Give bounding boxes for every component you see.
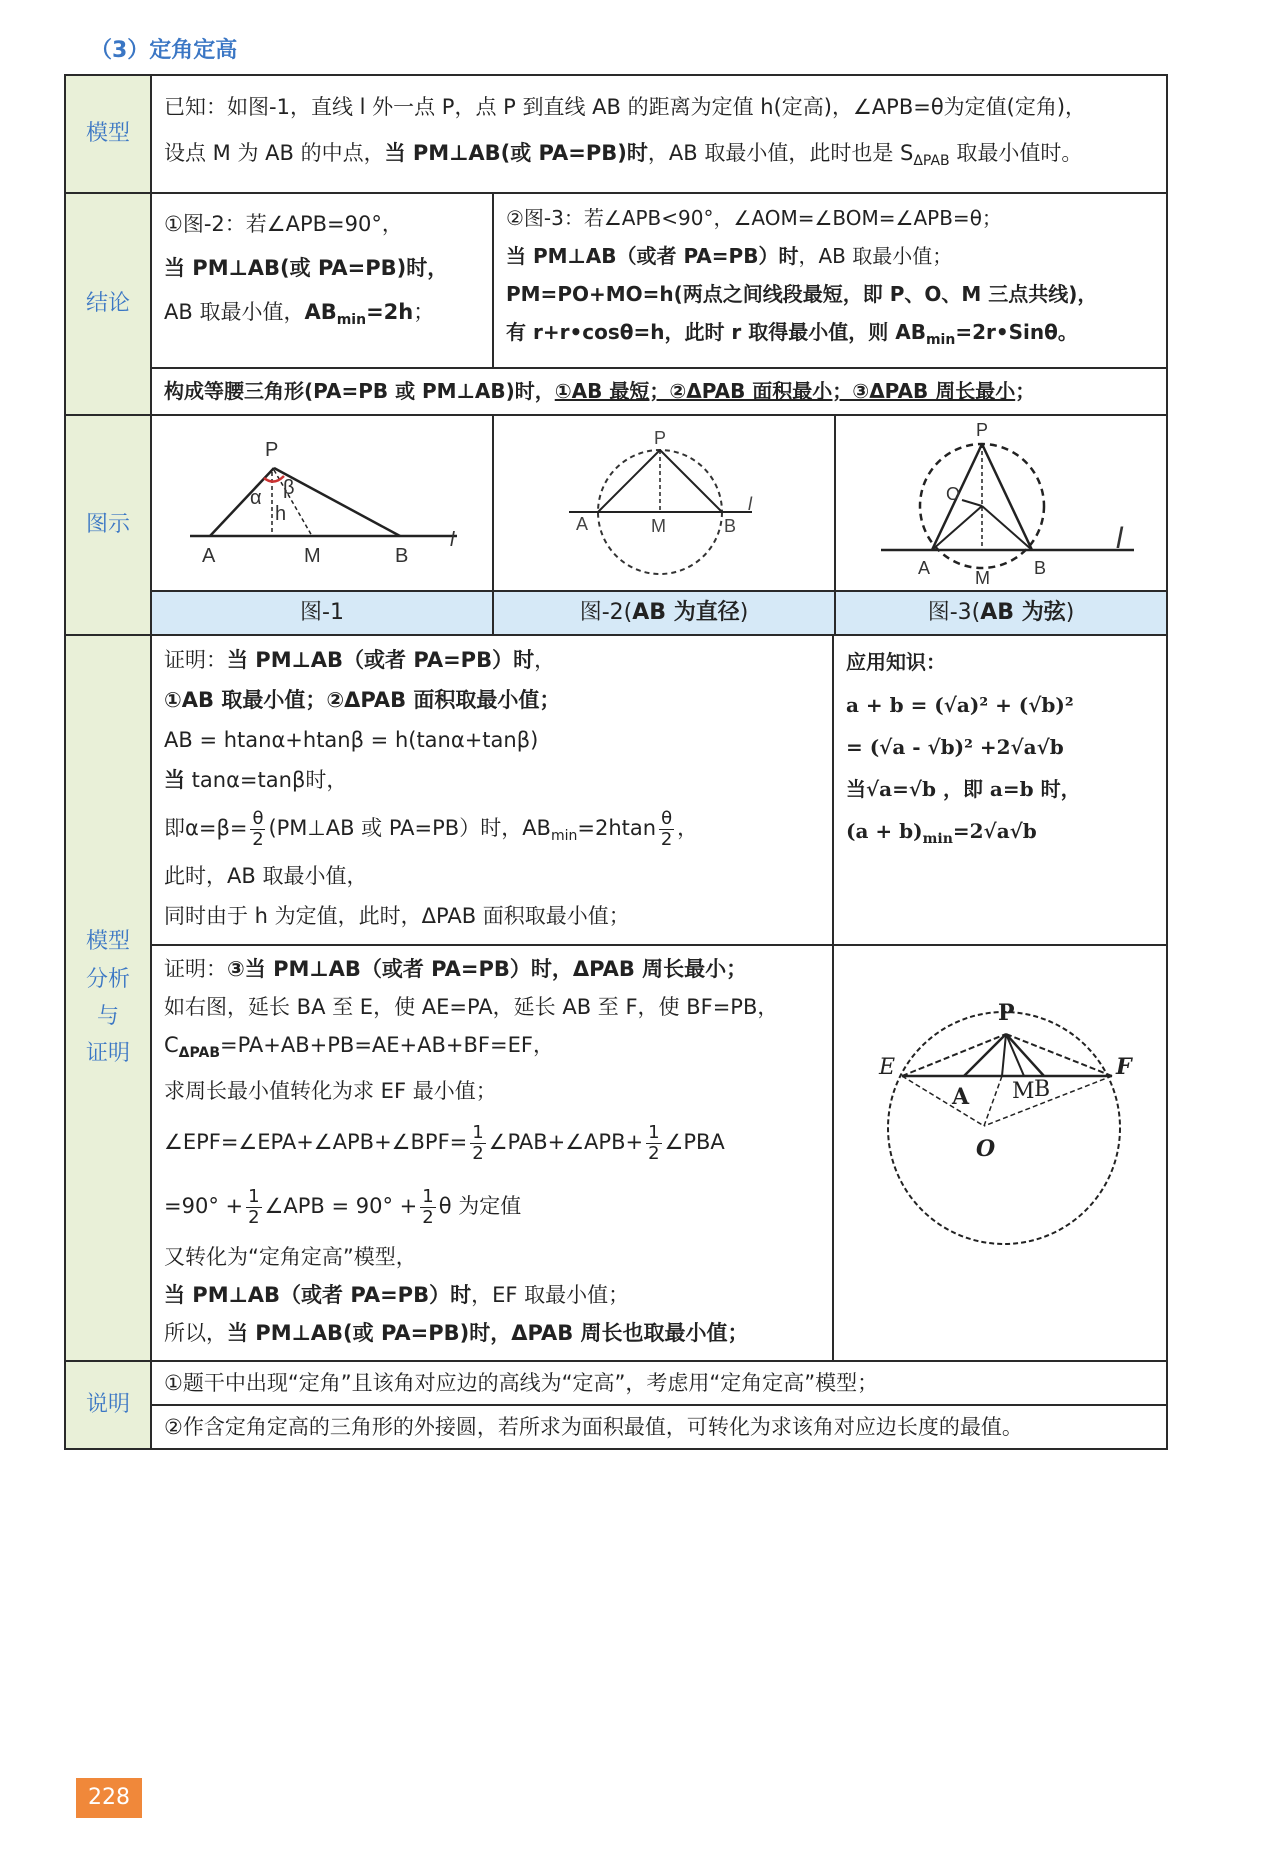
label-analysis-1: 模型 [85, 929, 130, 955]
proof-line-3: AB = htanα+htanβ = h(tanα+tanβ) [164, 728, 539, 752]
proof-line-4: 当 tanα=tanβ时， [164, 768, 348, 792]
fig3-label-O: O [946, 484, 961, 504]
knowledge-line-1: a + b = (√a)² + (√b)² [846, 693, 1074, 717]
perimeter-proof [152, 946, 832, 1360]
fig3-label-M: M [975, 568, 990, 588]
figure-grid [152, 416, 1166, 634]
knowledge-line-4: $(a + b)_{min}=2√a√b$ [846, 819, 1037, 847]
fig2-label-P: P [654, 428, 667, 448]
perimeter-figure [834, 946, 1174, 1346]
perimeter-line-4: 求周长最小值转化为求 EF 最小值； [164, 1079, 497, 1103]
analysis-grid [152, 636, 1166, 1360]
fig1-label-P: P [265, 439, 279, 461]
conclusion-case-2 [494, 194, 1166, 367]
model-line-1: 已知：如图-1，直线 l 外一点 P，点 P 到直线 AB 的距离为定值 h(定高)，∠APB=θ为定值(定角)， [164, 95, 1087, 119]
perim-label-M: M [1012, 1079, 1035, 1104]
note-2: ②作含定角定高的三角形的外接圆，若所求为面积最值，可转化为求该角对应边长度的最值。 [164, 1415, 1023, 1439]
page-number: 228 [76, 1778, 142, 1818]
label-figure: 图示 [65, 415, 151, 635]
conclusion-case-1-line-3: AB 取最小值，$AB_{min}=2h$； [164, 300, 435, 328]
figure-3-diagram [836, 416, 1176, 590]
notes-grid [152, 1362, 1166, 1448]
fig1-label-alpha: α [250, 487, 262, 509]
proof-line-7: 同时由于 h 为定值，此时，ΔPAB 面积取最小值； [164, 904, 630, 928]
perim-label-P: P [998, 1000, 1015, 1026]
model-table [64, 74, 1168, 1450]
conclusion-summary: 构成等腰三角形(PA=PB 或 PM⊥AB)时，①AB 最短；②ΔPAB 面积最小；③ΔPAB 周长最小； [164, 379, 1036, 403]
conclusion-case-1-line-1: ①图-2：若∠APB=90°， [164, 212, 403, 236]
proof-line-1: 证明：当 PM⊥AB（或者 PA=PB）时， [164, 648, 556, 672]
label-analysis-4: 证明 [85, 1041, 130, 1067]
proof-area [152, 636, 832, 944]
fig3-label-P: P [976, 420, 989, 440]
model-line-2: 设点 M 为 AB 的中点，当 PM⊥AB(或 PA=PB)时，AB 取最小值，此时也是 $S_{\Delta PAB}$ 取最小值时。 [164, 141, 1083, 169]
fig3-label-l: l [1116, 522, 1123, 555]
figure-2-cell [493, 416, 835, 591]
conclusion-case-2-line-1: ②图-3：若∠APB<90°，∠AOM=∠BOM=∠APB=θ； [506, 206, 1002, 230]
fig1-label-h: h [275, 503, 287, 525]
proof-line-2: ①AB 取最小值；②ΔPAB 面积取最小值； [164, 688, 561, 712]
applied-knowledge [834, 636, 1166, 868]
figure-3-caption: 图-3(AB 为弦) [835, 591, 1166, 634]
perimeter-figure-cell [833, 945, 1166, 1360]
label-note: 说明 [65, 1361, 151, 1449]
proof-line-5: 即α=β= $\frac{\theta}{2}$ (PM⊥AB 或 PA=PB）时，$AB_{min}=2htan$ $\frac{\theta}{2}$ ， [164, 807, 699, 850]
conclusion-case-1-line-2: 当 PM⊥AB(或 PA=PB)时， [164, 256, 449, 280]
perimeter-line-3: $C_{\Delta PAB}=PA+AB+PB=AE+AB+BF=EF$， [164, 1033, 554, 1061]
knowledge-line-2: = (√a - √b)² +2√a√b [846, 735, 1064, 759]
conclusion-case-2-line-2: 当 PM⊥AB（或者 PA=PB）时，AB 取最小值； [506, 244, 953, 268]
knowledge-line-3: 当√a=√b ，即 a=b 时， [846, 777, 1081, 801]
fig1-label-M: M [304, 545, 321, 567]
fig2-label-B: B [724, 516, 737, 536]
perim-label-E: E [879, 1055, 896, 1080]
label-model: 模型 [65, 75, 151, 193]
section-title: （3）定角定高 [90, 38, 238, 63]
perim-label-B: B [1034, 1077, 1051, 1102]
perimeter-line-5: ∠EPF=∠EPA+∠APB+∠BPF= $\frac{1}{2}$ ∠PAB+∠APB+ $\frac{1}{2}$ ∠PBA [164, 1121, 725, 1164]
fig3-label-A: A [918, 558, 931, 578]
perimeter-line-2: 如右图，延长 BA 至 E，使 AE=PA，延长 AB 至 F，使 BF=PB， [164, 995, 779, 1019]
label-conclusion: 结论 [65, 193, 151, 415]
fig2-label-M: M [651, 516, 666, 536]
figure-2-diagram [494, 416, 834, 590]
perim-label-F: F [1116, 1054, 1132, 1080]
perim-label-O: O [976, 1136, 996, 1162]
fig1-label-A: A [202, 545, 216, 567]
perimeter-line-6: =90° + $\frac{1}{2}$ ∠APB = 90° + $\frac{1}{2}$ θ 为定值 [164, 1185, 522, 1228]
conclusion-case-2-line-4: 有 r+r•cosθ=h，此时 r 取得最小值，则 $AB_{min}=2r•Sin\theta$。 [506, 320, 1078, 348]
perimeter-line-1: 证明：③当 PM⊥AB（或者 PA=PB）时，ΔPAB 周长最小； [164, 957, 748, 981]
label-analysis-3: 与 [96, 1004, 119, 1029]
perimeter-line-8: 当 PM⊥AB（或者 PA=PB）时，EF 取最小值； [164, 1283, 630, 1307]
perimeter-line-9: 所以，当 PM⊥AB(或 PA=PB)时，ΔPAB 周长也取最小值； [164, 1321, 749, 1345]
figure-1-cell [152, 416, 493, 591]
knowledge-title: 应用知识： [846, 652, 946, 674]
figure-2-caption: 图-2(AB 为直径) [493, 591, 835, 634]
note-1: ①题干中出现“定角”且该角对应边的高线为“定高”，考虑用“定角定高”模型； [164, 1371, 879, 1395]
proof-line-6: 此时，AB 取最小值， [164, 864, 368, 888]
conclusion-case-1 [152, 194, 492, 350]
fig1-label-l: l [450, 529, 455, 551]
model-description [152, 76, 1166, 192]
figure-1-caption: 图-1 [152, 591, 493, 634]
fig2-label-A: A [576, 514, 589, 534]
figure-3-cell [835, 416, 1166, 591]
perim-label-A: A [952, 1084, 970, 1110]
fig1-label-B: B [395, 545, 409, 567]
conclusion-grid [152, 194, 1166, 414]
figure-1-diagram [152, 416, 492, 590]
fig1-label-beta: β [283, 477, 295, 499]
fig3-label-B: B [1034, 558, 1047, 578]
conclusion-case-2-line-3: PM=PO+MO=h(两点之间线段最短，即 P、O、M 三点共线)， [506, 282, 1098, 306]
perimeter-line-7: 又转化为“定角定高”模型， [164, 1245, 417, 1269]
label-analysis [65, 635, 151, 1361]
fig2-label-l: l [748, 494, 752, 514]
label-analysis-2: 分析 [85, 966, 130, 992]
